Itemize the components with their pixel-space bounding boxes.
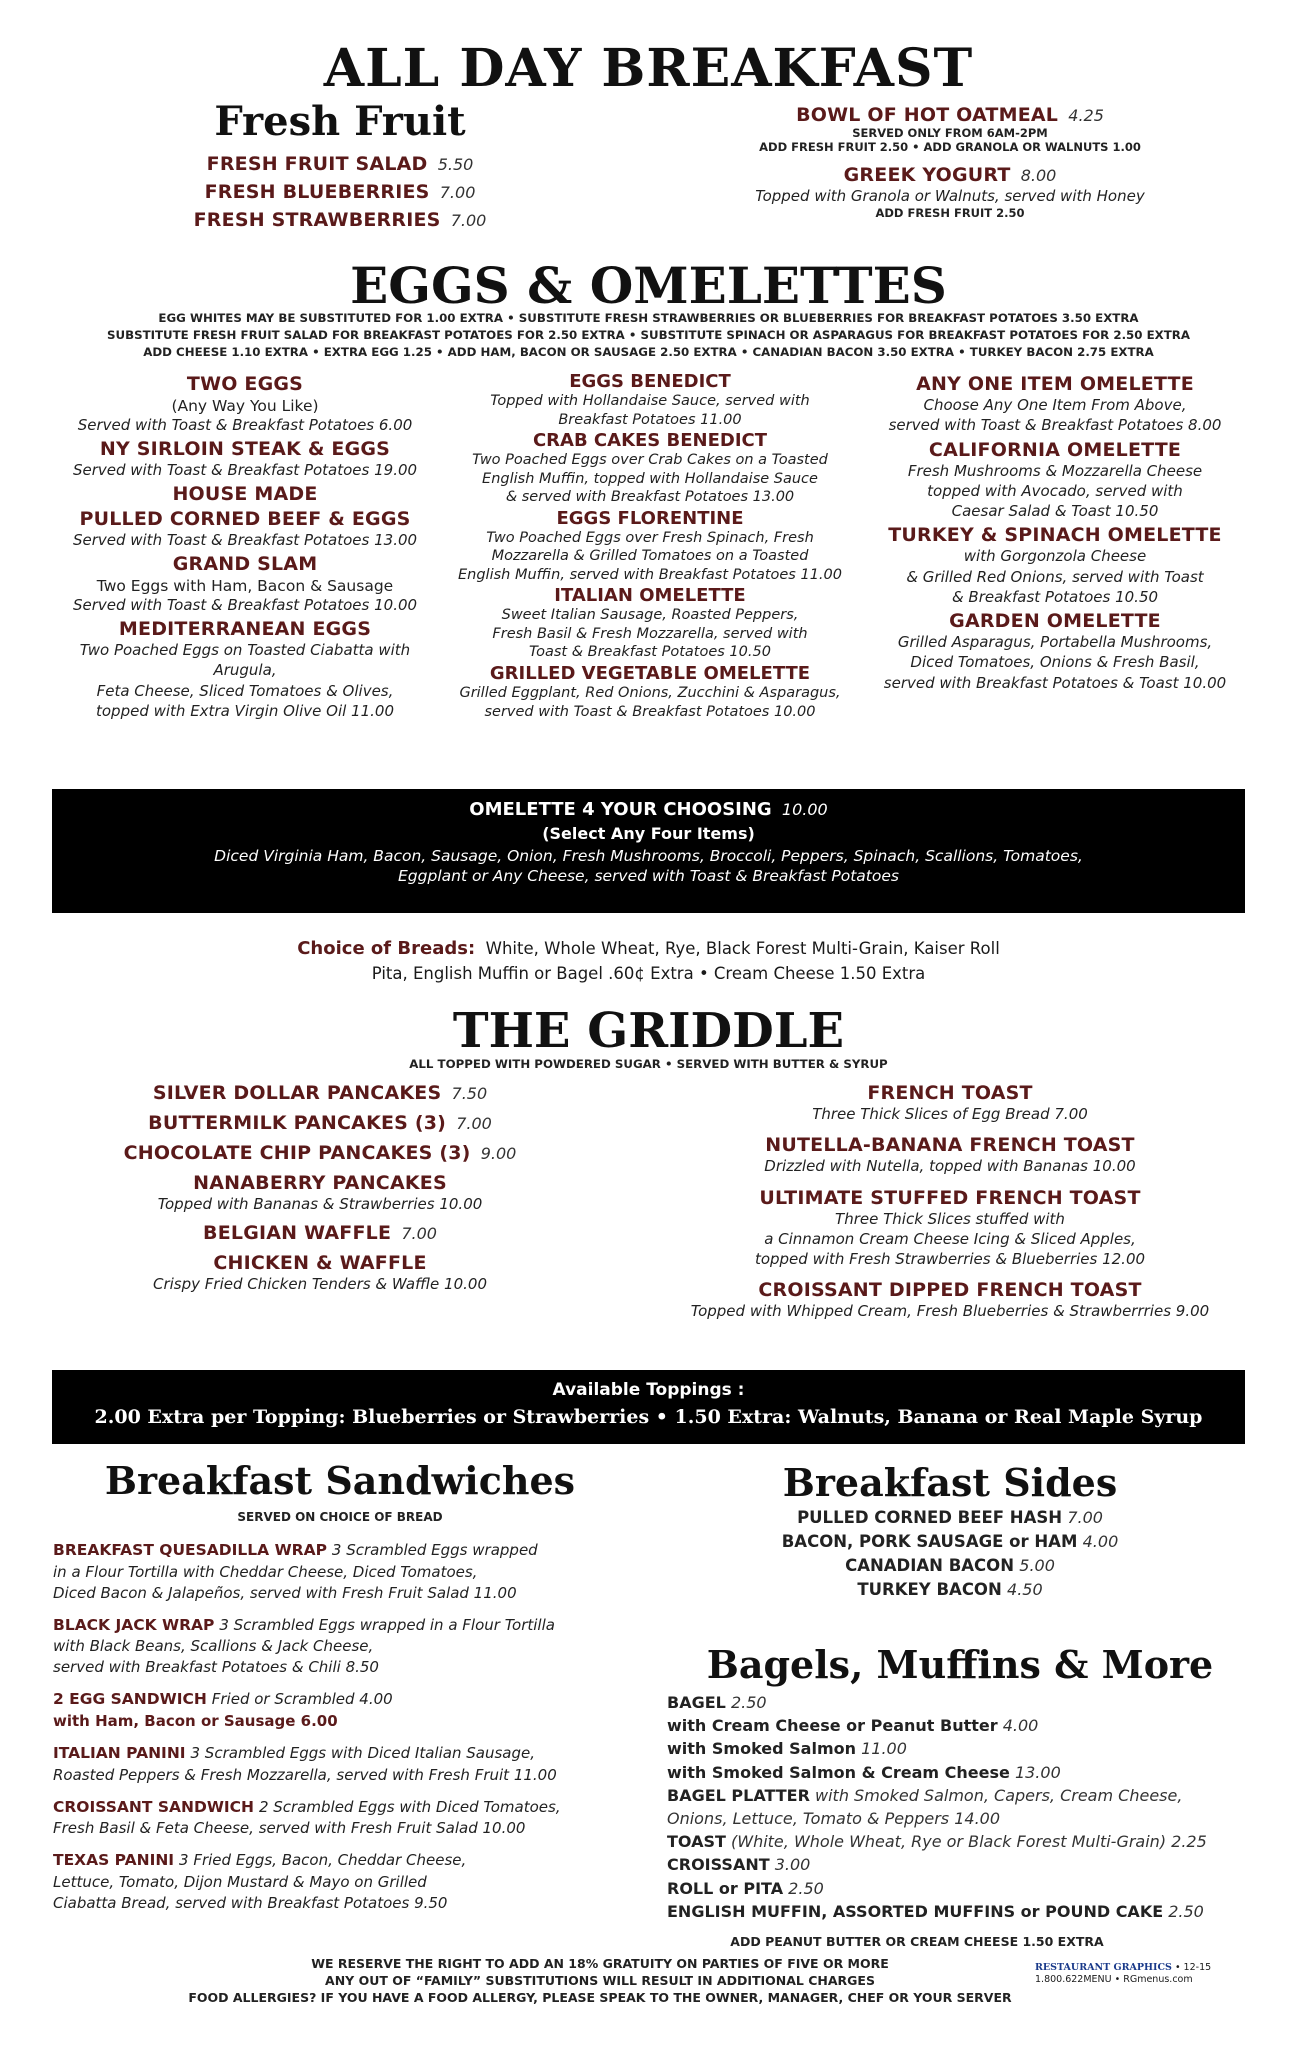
item-line xyxy=(53,1540,623,1562)
fruit-name: FRESH FRUIT SALAD xyxy=(206,153,428,175)
item-name: TURKEY BACON xyxy=(857,1580,1002,1599)
griddle-item xyxy=(110,1252,530,1294)
menu-item xyxy=(50,553,440,615)
item-detail: (White, Whole Wheat, Rye or Black Forest Multi-Grain) 2.25 xyxy=(731,1832,1207,1852)
item-price: 4.00 xyxy=(1082,1532,1119,1551)
item-desc: Grilled Eggplant, Red Onions, Zucchini & Asparagus, xyxy=(459,685,841,702)
brand-name: RESTAURANT GRAPHICS xyxy=(1035,1962,1172,1973)
item-name: EGGS BENEDICT xyxy=(569,371,731,392)
bagel-item xyxy=(667,1879,1267,1898)
fruit-name: FRESH STRAWBERRIES xyxy=(193,209,441,231)
sandwich-item xyxy=(53,1540,623,1604)
item-desc: Ciabatta Bread, served with Breakfast Potatoes 9.50 xyxy=(53,1894,448,1913)
item-detail: 2.50 xyxy=(788,1878,824,1898)
item-name: 2 EGG SANDWICH xyxy=(53,1690,207,1709)
item-subtitle: (Any Way You Like) xyxy=(171,397,319,415)
item-line xyxy=(110,1112,530,1134)
bagel-item xyxy=(667,1832,1267,1851)
item-name: HOUSE MADE xyxy=(172,482,318,505)
omelette-choice-name: OMELETTE 4 YOUR CHOOSING xyxy=(469,799,772,820)
menu-item xyxy=(855,524,1255,607)
item-name: ANY ONE ITEM OMELETTE xyxy=(916,373,1194,395)
item-name: with Cream Cheese or Peanut Butter xyxy=(667,1716,998,1736)
item-name: BELGIAN WAFFLE xyxy=(203,1222,392,1245)
menu-item xyxy=(855,373,1255,436)
item-name: NANABERRY PANCAKES xyxy=(193,1172,447,1194)
item-desc: Three Thick Slices of Egg Bread 7.00 xyxy=(812,1105,1088,1123)
item-name: ROLL or PITA xyxy=(667,1878,784,1898)
item-detail: 11.00 xyxy=(861,1739,907,1759)
griddle-item xyxy=(110,1112,530,1134)
item-name: ITALIAN OMELETTE xyxy=(554,585,746,607)
oatmeal-section xyxy=(700,104,1200,220)
item-line xyxy=(53,1797,623,1819)
item-desc: topped with Extra Virgin Olive Oil 11.00 xyxy=(95,701,394,720)
menu-item xyxy=(50,373,440,435)
omelette-choice-desc: Diced Virginia Ham, Bacon, Sausage, Onion, Fresh Mushrooms, Broccoli, Peppers, Spinach, Scallions, Tomatoes, xyxy=(214,847,1083,865)
item-price: 7.00 xyxy=(456,1114,492,1133)
item-name: ULTIMATE STUFFED FRENCH TOAST xyxy=(759,1186,1141,1209)
item-desc: Mozzarella & Grilled Tomatoes on a Toasted xyxy=(491,548,809,565)
brand-code: • 12-15 xyxy=(1174,1962,1212,1973)
item-desc: Lettuce, Tomato, Dijon Mustard & Mayo on Grilled xyxy=(53,1873,427,1892)
item-desc: Choose Any One Item From Above, xyxy=(923,396,1187,414)
item-line xyxy=(110,1222,530,1244)
item-desc: Breakfast Potatoes 11.00 xyxy=(558,411,742,428)
item-desc: Topped with Whipped Cream, Fresh Blueberries & Strawberrries 9.00 xyxy=(690,1302,1210,1321)
omelette-choice-price: 10.00 xyxy=(781,800,828,819)
item-name: with Smoked Salmon xyxy=(667,1739,857,1759)
item-desc: in a Flour Tortilla with Cheddar Cheese, Diced Tomatoes, xyxy=(53,1562,478,1581)
eggs-sub-line: SUBSTITUTE FRESH FRUIT SALAD FOR BREAKFAST POTATOES FOR 2.50 EXTRA • SUBSTITUTE SPINACH OR ASPARAGUS FOR BREAKFAST POTATOES FOR 2.50 EXTRA xyxy=(107,328,1190,343)
item-desc: served with Breakfast Potatoes & Chili 8.50 xyxy=(53,1658,379,1677)
item-desc: Served with Toast & Breakfast Potatoes 19.00 xyxy=(72,461,418,480)
item-desc: served with Breakfast Potatoes & Toast 10.00 xyxy=(883,673,1227,692)
item-line xyxy=(110,1142,530,1164)
item-price: 9.00 xyxy=(480,1144,517,1163)
item-desc: Grilled Asparagus, Portabella Mushrooms, xyxy=(897,633,1213,651)
item-price: 4.50 xyxy=(1007,1580,1043,1599)
yogurt-price: 8.00 xyxy=(1020,166,1057,185)
eggs-column-1 xyxy=(50,370,440,721)
menu-item xyxy=(855,439,1255,522)
item-desc: English Muffin, served with Breakfast Potatoes 11.00 xyxy=(458,566,842,583)
item-price: 7.00 xyxy=(401,1224,437,1244)
sandwich-item xyxy=(53,1850,623,1914)
item-line xyxy=(53,1689,623,1711)
item-name: CROISSANT SANDWICH xyxy=(53,1797,255,1816)
yogurt-note: ADD FRESH FRUIT 2.50 xyxy=(875,206,1025,221)
fruit-price: 5.50 xyxy=(437,155,474,174)
item-desc: with Gorgonzola Cheese xyxy=(963,547,1147,566)
oatmeal-addons: ADD FRESH FRUIT 2.50 • ADD GRANOLA OR WALNUTS 1.00 xyxy=(759,140,1141,154)
item-name: TOAST xyxy=(667,1832,726,1852)
bagel-item xyxy=(667,1855,1267,1874)
item-name: TWO EGGS xyxy=(186,373,304,395)
item-name: MEDITERRANEAN EGGS xyxy=(118,618,372,640)
breads-line1: White, Whole Wheat, Rye, Black Forest Multi-Grain, Kaiser Roll xyxy=(485,939,1000,958)
item-desc: & served with Breakfast Potatoes 13.00 xyxy=(505,489,795,506)
bagel-item xyxy=(667,1809,1267,1828)
item-name: GRAND SLAM xyxy=(172,552,318,575)
menu-item xyxy=(50,438,440,480)
bagel-item xyxy=(667,1763,1267,1782)
item-detail: 2.50 xyxy=(1168,1901,1204,1921)
toppings-box xyxy=(52,1370,1245,1444)
fruit-item xyxy=(165,181,515,203)
item-detail: with Smoked Salmon, Capers, Cream Cheese, xyxy=(815,1785,1183,1805)
item-desc: 3 Fried Eggs, Bacon, Cheddar Cheese, xyxy=(179,1851,467,1870)
item-desc: Roasted Peppers & Fresh Mozzarella, served with Fresh Fruit 11.00 xyxy=(53,1765,557,1784)
fruit-item xyxy=(165,153,515,175)
item-name: NUTELLA-BANANA FRENCH TOAST xyxy=(765,1134,1135,1157)
toppings-line: 2.00 Extra per Topping: Blueberries or Strawberries • 1.50 Extra: Walnuts, Banana or Real Maple Syrup xyxy=(94,1406,1203,1428)
page-title: ALL DAY BREAKFAST xyxy=(323,38,974,99)
item-desc: Two Poached Eggs over Crab Cakes on a Toasted xyxy=(472,452,828,469)
eggs-sub-line: ADD CHEESE 1.10 EXTRA • EXTRA EGG 1.25 • ADD HAM, BACON OR SAUSAGE 2.50 EXTRA • CANADIAN BACON 3.50 EXTRA • TURKEY BACON 2.75 EXTRA xyxy=(143,345,1154,360)
sandwiches-sub: SERVED ON CHOICE OF BREAD xyxy=(237,1510,443,1524)
item-name: CHICKEN & WAFFLE xyxy=(213,1252,427,1275)
item-detail: 3.00 xyxy=(774,1855,811,1875)
item-desc: 3 Scrambled Eggs with Diced Italian Sausage, xyxy=(190,1744,535,1763)
item-name: BAGEL PLATTER xyxy=(667,1785,810,1805)
footer-line: FOOD ALLERGIES? IF YOU HAVE A FOOD ALLERGY, PLEASE SPEAK TO THE OWNER, MANAGER, CHEF OR YOUR SERVER xyxy=(188,1989,1012,2005)
griddle-item xyxy=(670,1279,1230,1321)
oatmeal-price: 4.25 xyxy=(1068,106,1104,125)
item-name: BACON, PORK SAUSAGE or HAM xyxy=(781,1532,1078,1551)
oatmeal-name: BOWL OF HOT OATMEAL xyxy=(796,104,1059,126)
item-desc: Topped with Bananas & Strawberries 10.00 xyxy=(157,1195,483,1213)
item-desc: Fried or Scrambled 4.00 xyxy=(211,1690,393,1709)
item-name: EGGS FLORENTINE xyxy=(556,507,744,529)
item-desc: Crispy Fried Chicken Tenders & Waffle 10.00 xyxy=(153,1275,487,1294)
item-name: SILVER DOLLAR PANCAKES xyxy=(152,1082,442,1104)
item-desc: Diced Bacon & Jalapeños, served with Fresh Fruit Salad 11.00 xyxy=(53,1583,517,1602)
side-item xyxy=(700,1532,1200,1551)
omelette-choice-desc: Eggplant or Any Cheese, served with Toast & Breakfast Potatoes xyxy=(398,867,899,885)
eggs-substitutions xyxy=(30,310,1267,361)
item-line xyxy=(110,1172,530,1194)
item-desc: Sweet Italian Sausage, Roasted Peppers, xyxy=(501,607,799,624)
yogurt-desc: Topped with Granola or Walnuts, served with Honey xyxy=(755,187,1145,205)
item-subtitle: Two Eggs with Ham, Bacon & Sausage xyxy=(96,576,394,595)
item-name: PULLED CORNED BEEF HASH xyxy=(797,1508,1063,1527)
side-item xyxy=(700,1556,1200,1575)
footer-line: ANY OUT OF “FAMILY” SUBSTITUTIONS WILL RESULT IN ADDITIONAL CHARGES xyxy=(325,1972,875,1988)
item-detail: 2.50 xyxy=(730,1693,767,1712)
bagels-note: ADD PEANUT BUTTER OR CREAM CHEESE 1.50 EXTRA xyxy=(730,1934,1104,1949)
eggs-sub-line: EGG WHITES MAY BE SUBSTITUTED FOR 1.00 EXTRA • SUBSTITUTE FRESH STRAWBERRIES OR BLUEBERRIES FOR BREAKFAST POTATOES 3.50 EXTRA xyxy=(158,311,1139,325)
yogurt-name: GREEK YOGURT xyxy=(843,164,1011,186)
item-desc: served with Toast & Breakfast Potatoes 8.00 xyxy=(888,416,1222,435)
griddle-item xyxy=(110,1172,530,1214)
griddle-item xyxy=(110,1222,530,1244)
item-name: TURKEY & SPINACH OMELETTE xyxy=(888,524,1222,547)
bagel-item xyxy=(667,1716,1267,1735)
eggs-column-2 xyxy=(450,370,850,721)
item-desc: Feta Cheese, Sliced Tomatoes & Olives, xyxy=(96,681,394,700)
item-desc: & Breakfast Potatoes 10.50 xyxy=(951,587,1159,606)
item-desc: Three Thick Slices stuffed with xyxy=(835,1209,1065,1228)
item-line xyxy=(53,1615,623,1637)
item-line xyxy=(110,1082,530,1104)
menu-item xyxy=(50,508,440,550)
bagels-heading: Bagels, Muffins & More xyxy=(706,1642,1214,1687)
item-line xyxy=(53,1743,623,1765)
fruit-price: 7.00 xyxy=(439,183,476,202)
item-desc: Topped with Hollandaise Sauce, served with xyxy=(490,393,810,409)
item-price: 7.00 xyxy=(1067,1508,1103,1527)
menu-item xyxy=(450,585,850,662)
eggs-heading: EGGS & OMELETTES xyxy=(350,256,947,315)
griddle-item xyxy=(670,1134,1230,1176)
item-name: TEXAS PANINI xyxy=(53,1851,175,1870)
menu-item xyxy=(50,483,440,505)
item-name: ITALIAN PANINI xyxy=(53,1744,186,1763)
item-price: 5.00 xyxy=(1019,1556,1055,1575)
item-name: GRILLED VEGETABLE OMELETTE xyxy=(489,663,811,685)
item-desc: with Black Beans, Scallions & Jack Cheese, xyxy=(53,1637,374,1656)
item-desc: 3 Scrambled Eggs wrapped in a Flour Tortilla xyxy=(219,1615,555,1634)
sides-list xyxy=(700,1508,1200,1604)
item-name: CROISSANT DIPPED FRENCH TOAST xyxy=(758,1279,1142,1302)
item-desc: topped with Fresh Strawberries & Blueberries 12.00 xyxy=(754,1250,1146,1268)
item-name: CALIFORNIA OMELETTE xyxy=(928,438,1182,461)
brand-contact: 1.800.622MENU • RGmenus.com xyxy=(1035,1973,1193,1985)
item-name: CRAB CAKES BENEDICT xyxy=(532,430,768,452)
item-name: NY SIRLOIN STEAK & EGGS xyxy=(99,438,391,461)
side-item xyxy=(700,1508,1200,1527)
fruit-price: 7.00 xyxy=(450,211,487,230)
side-item xyxy=(700,1580,1200,1599)
eggs-column-3 xyxy=(855,370,1255,693)
item-desc: 2 Scrambled Eggs with Diced Tomatoes, xyxy=(258,1797,561,1816)
item-name: PULLED CORNED BEEF & EGGS xyxy=(79,507,411,530)
sandwich-item xyxy=(53,1797,623,1840)
menu-item xyxy=(50,618,440,721)
griddle-left-column xyxy=(110,1082,530,1303)
item-name: FRENCH TOAST xyxy=(867,1082,1033,1104)
bagel-item xyxy=(667,1786,1267,1805)
item-desc: Served with Toast & Breakfast Potatoes 10.00 xyxy=(72,595,418,614)
item-name: BUTTERMILK PANCAKES (3) xyxy=(148,1112,447,1134)
item-desc: Two Poached Eggs on Toasted Ciabatta with Arugula, xyxy=(79,641,411,680)
item-name: BLACK JACK WRAP xyxy=(53,1615,215,1634)
griddle-heading: THE GRIDDLE xyxy=(452,1003,845,1059)
item-desc: with Ham, Bacon or Sausage 6.00 xyxy=(53,1712,338,1731)
griddle-note: ALL TOPPED WITH POWDERED SUGAR • SERVED WITH BUTTER & SYRUP xyxy=(409,1057,888,1071)
menu-item xyxy=(450,371,850,429)
fruit-name: FRESH BLUEBERRIES xyxy=(204,181,430,203)
footer xyxy=(150,1956,1050,2007)
sandwich-item xyxy=(53,1689,623,1732)
item-desc: Served with Toast & Breakfast Potatoes 13.00 xyxy=(72,530,418,549)
sandwiches-list xyxy=(53,1540,623,1925)
item-desc: Toast & Breakfast Potatoes 10.50 xyxy=(529,644,771,661)
fresh-fruit-list xyxy=(165,153,515,231)
item-desc: Fresh Basil & Feta Cheese, served with Fresh Fruit Salad 10.00 xyxy=(53,1819,526,1838)
item-name: CHOCOLATE CHIP PANCAKES (3) xyxy=(123,1142,471,1164)
item-desc: Fresh Mushrooms & Mozzarella Cheese xyxy=(907,461,1203,480)
brand-logo xyxy=(1035,1962,1275,1986)
sandwich-item xyxy=(53,1743,623,1786)
oatmeal-note: SERVED ONLY FROM 6AM-2PM xyxy=(852,126,1048,140)
item-desc: Fresh Basil & Fresh Mozzarella, served with xyxy=(492,625,808,642)
griddle-item xyxy=(110,1082,530,1104)
fresh-fruit-heading: Fresh Fruit xyxy=(214,98,466,145)
sandwiches-heading: Breakfast Sandwiches xyxy=(104,1458,576,1503)
breads-section xyxy=(0,935,1297,987)
griddle-item xyxy=(670,1082,1230,1124)
griddle-item xyxy=(670,1187,1230,1270)
griddle-item xyxy=(110,1142,530,1164)
item-detail: 13.00 xyxy=(1014,1762,1061,1782)
bagel-item xyxy=(667,1902,1267,1921)
item-detail: 4.00 xyxy=(1002,1716,1039,1736)
item-name: CROISSANT xyxy=(667,1855,770,1875)
breads-label: Choice of Breads: xyxy=(297,938,476,959)
item-desc: Served with Toast & Breakfast Potatoes 6.00 xyxy=(77,416,413,434)
item-desc: Caesar Salad & Toast 10.50 xyxy=(951,502,1159,520)
bagel-item xyxy=(667,1693,1267,1712)
item-detail: Onions, Lettuce, Tomato & Peppers 14.00 xyxy=(667,1808,1001,1828)
omelette-choice-sub: (Select Any Four Items) xyxy=(542,824,755,843)
menu-item xyxy=(450,663,850,721)
item-desc: topped with Avocado, served with xyxy=(927,481,1183,500)
item-line xyxy=(110,1252,530,1274)
item-price: 7.50 xyxy=(451,1084,488,1103)
bagel-item xyxy=(667,1739,1267,1758)
item-line xyxy=(53,1850,623,1872)
bagels-list xyxy=(667,1693,1267,1925)
item-name: BREAKFAST QUESADILLA WRAP xyxy=(53,1541,327,1559)
toppings-title: Available Toppings : xyxy=(552,1380,745,1400)
item-desc: & Grilled Red Onions, served with Toast xyxy=(906,567,1204,586)
item-name: GARDEN OMELETTE xyxy=(949,610,1161,632)
item-desc: Drizzled with Nutella, topped with Bananas 10.00 xyxy=(764,1157,1136,1176)
item-name: ENGLISH MUFFIN, ASSORTED MUFFINS or POUND CAKE xyxy=(667,1901,1164,1921)
fresh-fruit-section xyxy=(165,98,515,237)
menu-item xyxy=(450,430,850,507)
griddle-right-column xyxy=(670,1082,1230,1332)
footer-line: WE RESERVE THE RIGHT TO ADD AN 18% GRATUITY ON PARTIES OF FIVE OR MORE xyxy=(311,1956,889,1971)
sides-heading: Breakfast Sides xyxy=(782,1460,1118,1505)
sandwich-item xyxy=(53,1615,623,1679)
item-desc: a Cinnamon Cream Cheese Icing & Sliced Apples, xyxy=(764,1229,1136,1248)
fruit-item xyxy=(165,209,515,231)
item-name: CANADIAN BACON xyxy=(845,1556,1015,1575)
item-name: with Smoked Salmon & Cream Cheese xyxy=(667,1762,1010,1782)
item-desc: English Muffin, topped with Hollandaise Sauce xyxy=(482,470,818,487)
item-desc: Two Poached Eggs over Fresh Spinach, Fresh xyxy=(486,529,814,546)
item-desc: served with Toast & Breakfast Potatoes 10.00 xyxy=(484,703,816,720)
item-desc: 3 Scrambled Eggs wrapped xyxy=(331,1541,538,1559)
menu-item xyxy=(450,508,850,585)
item-desc: Diced Tomatoes, Onions & Fresh Basil, xyxy=(910,653,1200,672)
menu-item xyxy=(855,610,1255,693)
breads-line2: Pita, English Muffin or Bagel .60¢ Extra • Cream Cheese 1.50 Extra xyxy=(371,964,926,983)
item-name: BAGEL xyxy=(667,1693,726,1712)
omelette-choice-box xyxy=(52,789,1245,913)
